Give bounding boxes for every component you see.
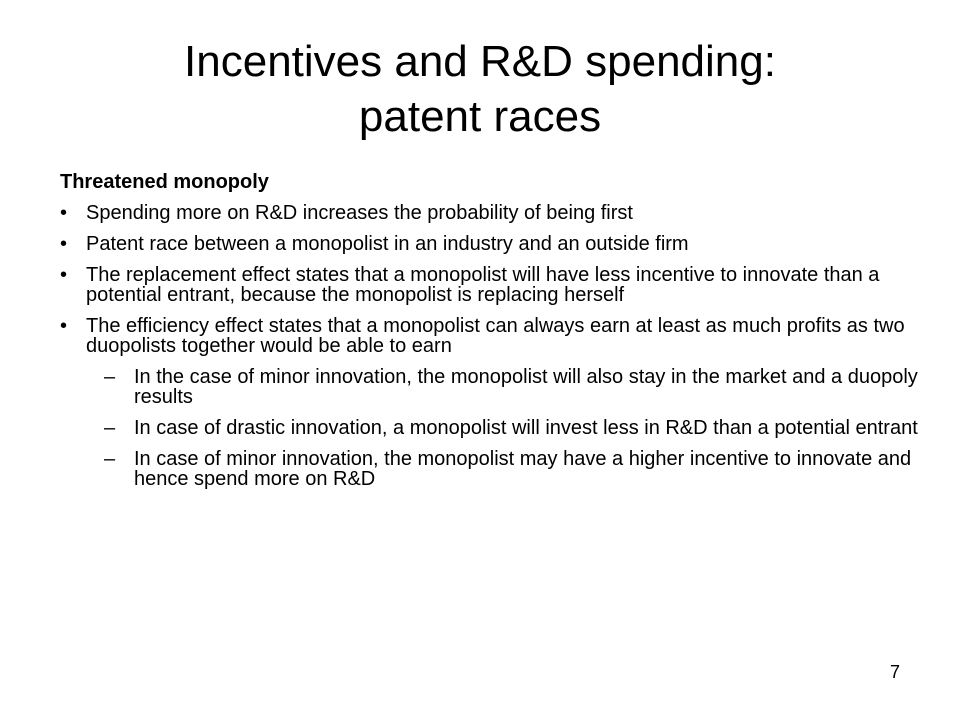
sub-bullet-marker: –	[104, 417, 116, 439]
bullet-marker: •	[60, 233, 68, 255]
bullet-item	[60, 234, 920, 254]
sub-bullet-item	[104, 449, 920, 489]
bullet-item	[60, 203, 920, 223]
bullet-item	[60, 265, 920, 305]
bullet-text: Spending more on R&D increases the probability of being first	[86, 202, 633, 224]
sub-bullet-list	[86, 367, 920, 489]
sub-bullet-text: In case of minor innovation, the monopolist may have a higher incentive to innovate and hence spend more on R&D	[134, 448, 912, 490]
sub-bullet-text: In the case of minor innovation, the monopolist will also stay in the market and a duopoly results	[134, 366, 918, 408]
section-heading: Threatened monopoly	[60, 171, 269, 193]
bullet-item	[60, 316, 920, 489]
page-number: 7	[889, 662, 900, 682]
slide-title-line-2: patent races	[358, 92, 602, 141]
bullet-marker: •	[60, 202, 68, 224]
slide-title-line-1: Incentives and R&D spending:	[184, 37, 776, 86]
bullet-text: The replacement effect states that a monopolist will have less incentive to innovate than a potential entrant, because the monopolist is replacing herself	[86, 264, 880, 306]
sub-bullet-item	[104, 367, 920, 407]
bullet-text: Patent race between a monopolist in an industry and an outside firm	[86, 233, 689, 255]
slide-title	[40, 34, 920, 144]
bullet-list	[60, 203, 920, 489]
sub-bullet-marker: –	[104, 366, 116, 388]
sub-bullet-marker: –	[104, 448, 116, 470]
bullet-marker: •	[60, 264, 68, 286]
bullet-text: The efficiency effect states that a monopolist can always earn at least as much profits as two duopolists together would be able to earn	[86, 315, 905, 357]
sub-bullet-text: In case of drastic innovation, a monopolist will invest less in R&D than a potential entrant	[134, 417, 918, 439]
bullet-marker: •	[60, 315, 68, 337]
sub-bullet-item	[104, 418, 920, 438]
slide-body	[60, 170, 920, 500]
